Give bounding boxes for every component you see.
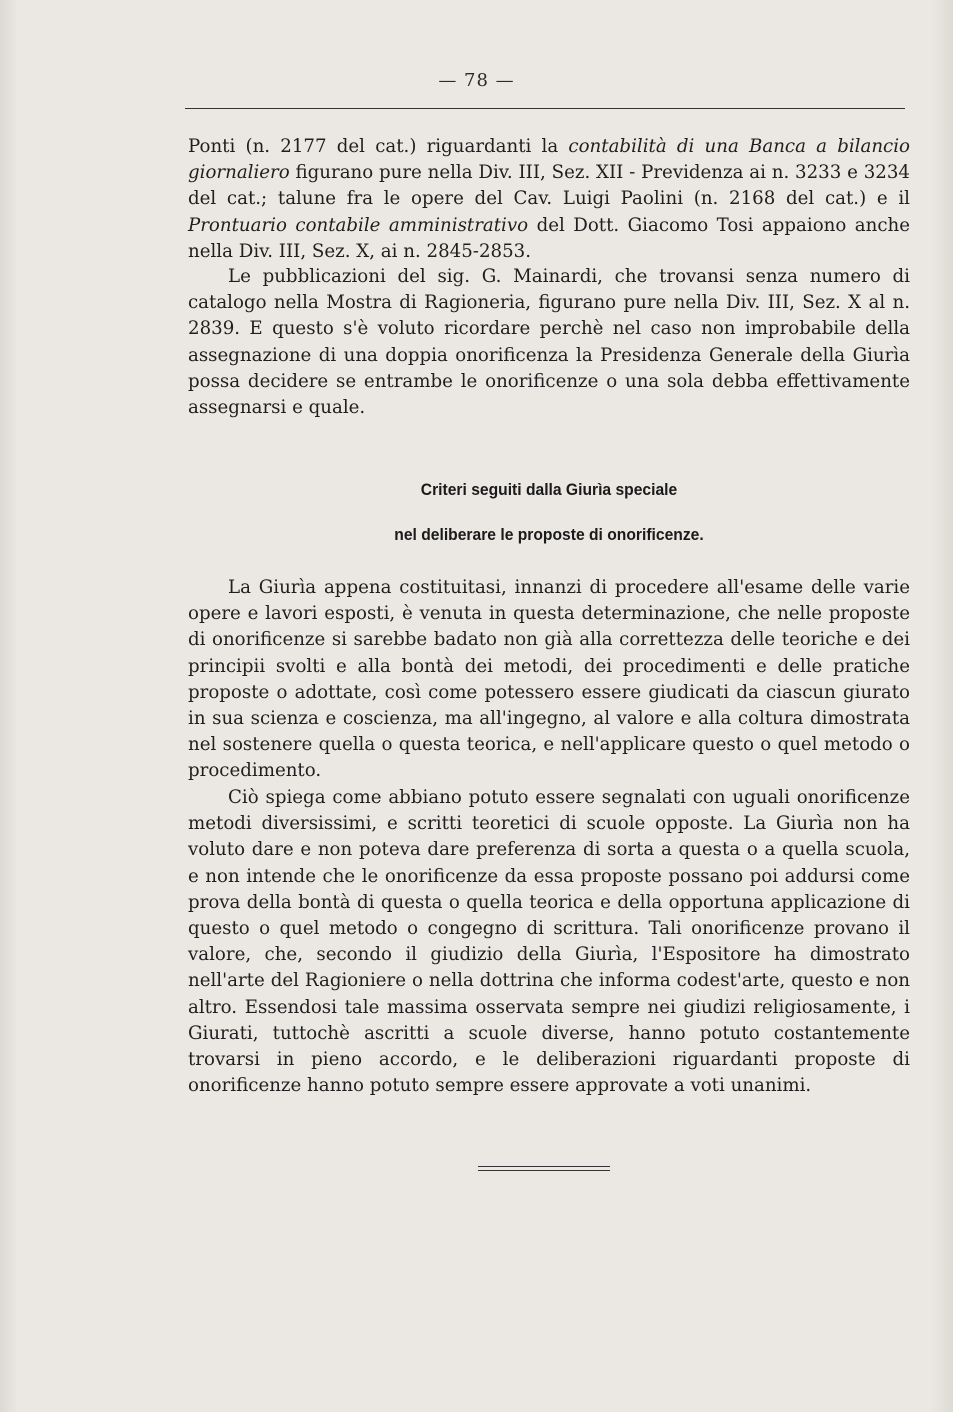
- paragraph-text: La Giurìa appena costituitasi, innanzi di procedere all'esame delle varie opere e lavori esposti, è venuta in questa determinazione, che nelle proposte di onorificenze si sarebbe badato non già alla correttezza delle teoriche e dei principii svolti e alla bontà dei metodi, dei procedimenti e delle pratiche proposte o adottate, così come potessero essere giudicati da ciascun giurato in sua scienza e coscienza, ma all'ingegno, al valore e alla coltura dimostrata nel sostenere quella o questa teorica, e nell'applicare questo o quel metodo o procedimento.: [188, 577, 910, 782]
- section-heading-line-2: nel deliberare le proposte di onorificenze.: [394, 525, 704, 544]
- paragraph-continued: [188, 134, 910, 265]
- header-rule: [185, 108, 905, 109]
- paragraph-text: Ciò spiega come abbiano potuto essere segnalati con uguali onorificenze metodi diversissimi, e scritti teoretici di scuole opposte. La Giurìa non ha voluto dare e non poteva dare preferenza di sorta a questa o a quella scuola, e non intende che le onorificenze da essa proposte possano poi addursi come prova della bontà di questa o quella teorica e della opportuna applicazione di questo o quel metodo o congegno di scrittura. Tali onorificenze provano il valore, che, secondo il giudizio della Giurìa, l'Espositore ha dimostrato nell'arte del Ragioniere o nella dottrina che informa codest'arte, questo e non altro. Essendosi tale massima osservata sempre nei giudizi religiosamente, i Giurati, tuttochè ascritti a scuole diverse, hanno potuto costantemente trovarsi in pieno accordo, e le deliberazioni riguardanti proposte di onorificenze hanno potuto sempre essere approvate a voti unanimi.: [188, 787, 910, 1097]
- section-end-double-rule: [478, 1166, 610, 1174]
- paragraph-explanation: [188, 785, 910, 1099]
- section-heading-line-1: Criteri seguiti dalla Giurìa speciale: [420, 480, 678, 499]
- text-segment: Ponti (n. 2177 del cat.) riguardanti la: [188, 136, 569, 157]
- text-segment: figurano pure nella Div. III, Sez. XII - Previdenza ai n. 3233 e 3234 del cat.; talune fra le opere del Cav. Luigi Paolini (n. 2168 del cat.) e il: [188, 162, 910, 210]
- text-segment: del Dott. Giacomo Tosi appaiono anche nella Div. III, Sez. X, ai n. 2845-2853.: [188, 214, 910, 262]
- page-number: — 78 —: [438, 70, 515, 91]
- italic-title: Prontuario contabile amministrativo: [188, 214, 529, 236]
- paragraph-mainardi: [188, 264, 910, 421]
- italic-title: contabilità di una Banca a bilancio giornaliero: [188, 136, 910, 184]
- paragraph-text: Le pubblicazioni del sig. G. Mainardi, che trovansi senza numero di catalogo nella Mostra di Ragioneria, figurano pure nella Div. III, Sez. X al n. 2839. E questo s'è voluto ricordare perchè nel caso non improbabile della assegnazione di una doppia onorificenza la Presidenza Generale della Giurìa possa decidere se entrambe le onorificenze o una sola debba effettivamente assegnarsi e quale.: [188, 266, 910, 419]
- paragraph-criteria: [188, 575, 910, 785]
